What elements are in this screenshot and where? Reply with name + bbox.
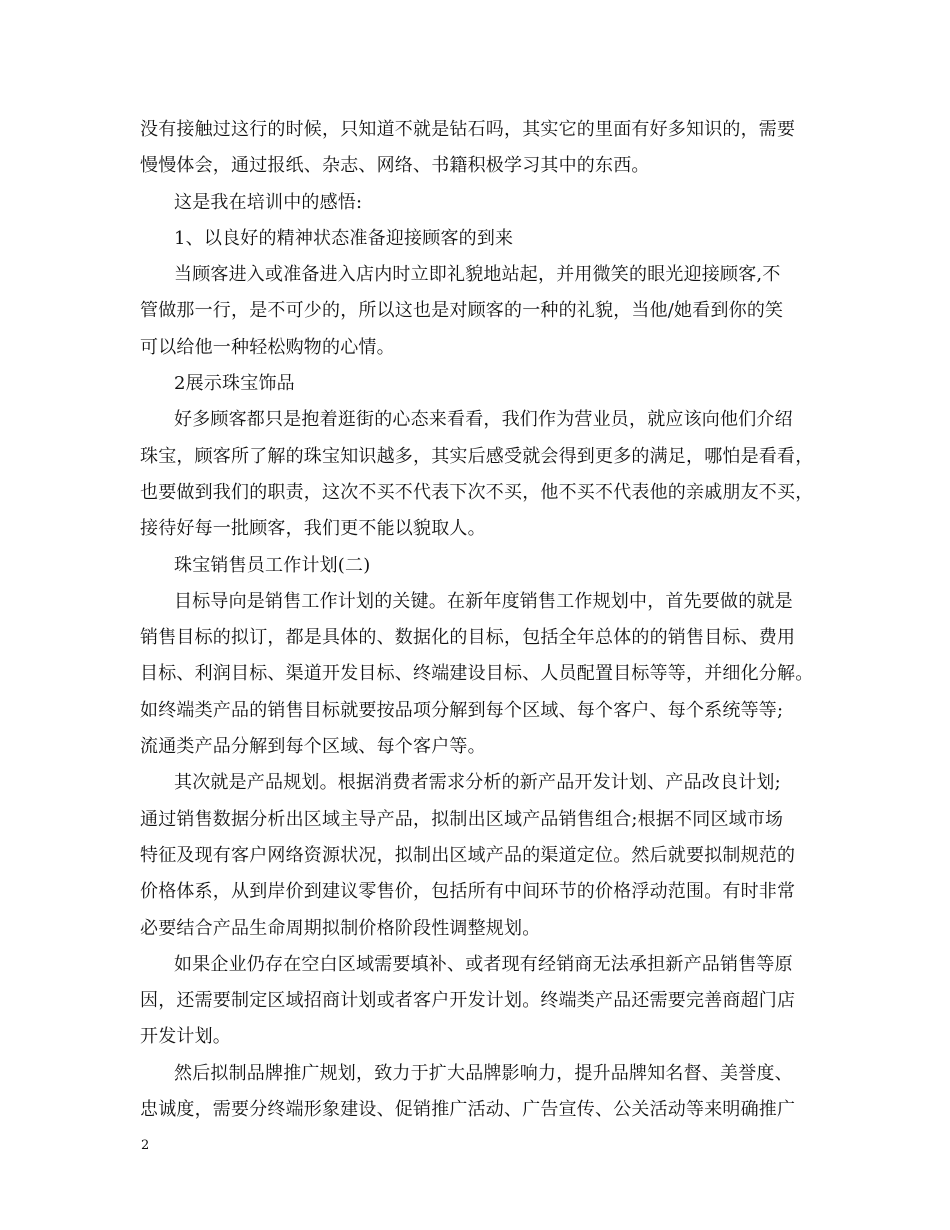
text-line: 没有接触过这行的时候，只知道不就是钻石吗，其实它的里面有好多知识的，需要: [140, 119, 796, 140]
page-number: 2: [141, 1138, 150, 1153]
text-line: 如果企业仍存在空白区域需要填补、或者现有经销商无法承担新产品销售等原: [174, 953, 793, 975]
text-line: 如终端类产品的销售目标就要按品项分解到每个区域、每个客户、每个系统等等;: [140, 699, 784, 721]
text-line: 其次就是产品规划。根据消费者需求分析的新产品开发计划、产品改良计划;: [174, 772, 781, 794]
section-heading: 2展示珠宝饰品: [174, 373, 295, 395]
text-line: 当顾客进入或准备进入店内时立即礼貌地站起，并用微笑的眼光迎接顾客,不: [174, 264, 781, 286]
text-line: 忠诚度，需要分终端形象建设、促销推广活动、广告宣传、公关活动等来明确推广: [140, 1099, 796, 1121]
text-line: 目标导向是销售工作计划的关键。在新年度销售工作规划中，首先要做的就是: [174, 590, 793, 612]
text-line: 销售目标的拟订，都是具体的、数据化的目标，包括全年总体的的销售目标、费用: [140, 627, 796, 649]
text-line: 慢慢体会，通过报纸、杂志、网络、书籍积极学习其中的东西。: [140, 155, 650, 177]
text-line: 接待好每一批顾客，我们更不能以貌取人。: [140, 518, 486, 540]
text-line: 流通类产品分解到每个区域、每个客户等。: [140, 736, 486, 758]
text-line: 开发计划。: [140, 1026, 231, 1048]
text-line: 也要做到我们的职责，这次不买不代表下次不买，他不买不代表他的亲戚朋友不买，: [140, 481, 814, 503]
text-line: 好多顾客都只是抱着逛街的心态来看看，我们作为营业员，就应该向他们介绍: [174, 409, 793, 431]
section-heading: 1、以良好的精神状态准备迎接顾客的到来: [174, 227, 514, 249]
text-line: 目标、利润目标、渠道开发目标、终端建设目标、人员配置目标等等，并细化分解。: [140, 663, 814, 685]
text-line: 然后拟制品牌推广规划，致力于扩大品牌影响力，提升品牌知名督、美誉度、: [174, 1062, 793, 1084]
text-line: 通过销售数据分析出区域主导产品，拟制出区域产品销售组合;根据不同区域市场: [140, 808, 784, 830]
text-line: 珠宝，顾客所了解的珠宝知识越多，其实后感受就会得到更多的满足，哪怕是看看，: [140, 445, 814, 467]
text-line: 这是我在培训中的感悟:: [174, 191, 363, 213]
text-line: 必要结合产品生命周期拟制价格阶段性调整规划。: [140, 917, 541, 939]
text-line: 特征及现有客户网络资源状况，拟制出区域产品的渠道定位。然后就要拟制规范的: [140, 844, 796, 866]
section-heading: 珠宝销售员工作计划(二): [174, 554, 371, 576]
text-line: 价格体系，从到岸价到建议零售价，包括所有中间环节的价格浮动范围。有时非常: [140, 881, 796, 903]
text-line: 可以给他一种轻松购物的心情。: [140, 336, 395, 358]
body-text: [140, 112, 820, 1128]
text-line: 管做那一行，是不可少的，所以这也是对顾客的一种的礼貌，当他/她看到你的笑: [140, 300, 784, 322]
text-line: 因，还需要制定区域招商计划或者客户开发计划。终端类产品还需要完善商超门店: [140, 990, 796, 1012]
